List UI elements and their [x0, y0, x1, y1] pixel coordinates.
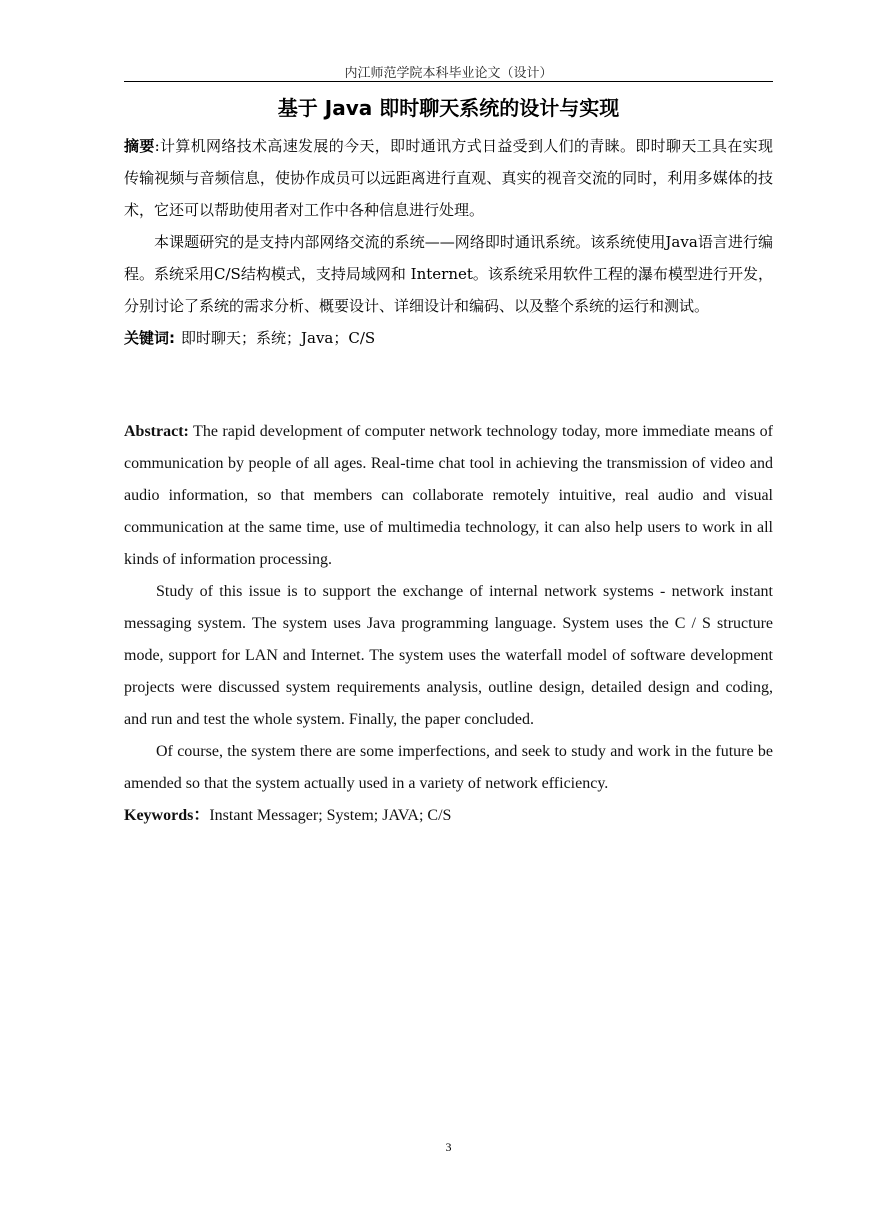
chinese-keywords — [124, 322, 773, 354]
header-rule — [124, 81, 773, 82]
paper-title: 基于 Java 即时聊天系统的设计与实现 — [277, 96, 620, 120]
page-number: 3 — [445, 1140, 452, 1154]
chinese-abstract-label: 摘要 — [124, 137, 155, 155]
chinese-abstract-paragraph-2: 本课题研究的是支持内部网络交流的系统——网络即时通讯系统。该系统使用Java语言进行编程。系统采用C/S结构模式，支持局域网和 Internet。该系统采用软件工程的瀑布模型进行开发，分别讨论了系统的需求分析、概要设计、详细设计和编码、以及整个系统的运行和测试。 — [124, 233, 773, 315]
english-abstract-paragraph-2: Study of this issue is to support the exchange of internal network systems - network instant messaging system. The system uses Java programming language. System uses the C / S structure mode, support for LAN and Internet. The system uses the waterfall model of software development projects were discussed system requirements analysis, outline design, detailed design and coding, and run and test the whole system. Finally, the paper concluded. — [124, 583, 773, 728]
chinese-keywords-text: 即时聊天；系统；Java；C/S — [181, 329, 376, 347]
english-abstract-label: Abstract: — [124, 423, 189, 440]
chinese-keywords-label: 关键词: — [124, 329, 175, 347]
chinese-abstract-paragraph-1 — [124, 130, 773, 226]
english-abstract-paragraph-3: Of course, the system there are some imperfections, and seek to study and work in the future be amended so that the system actually used in a variety of network efficiency. — [124, 743, 773, 792]
running-header: 内江师范学院本科毕业论文（设计） — [344, 66, 553, 81]
english-abstract-text-1: The rapid development of computer network technology today, more immediate means of communication by people of all ages. Real-time chat tool in achieving the transmission of video and audio information, so that members can collaborate remotely intuitive, real audio and visual communication at the same time, use of multimedia technology, it can also help users to work in all kinds of information processing. — [124, 423, 773, 568]
english-abstract — [124, 416, 773, 832]
english-abstract-paragraph-1 — [124, 416, 773, 576]
english-keywords-label: Keywords： — [124, 807, 210, 824]
chinese-abstract-text-1: :计算机网络技术高速发展的今天，即时通讯方式日益受到人们的青睐。即时聊天工具在实现传输视频与音频信息，使协作成员可以远距离进行直观、真实的视音交流的同时，利用多媒体的技术，它还可以帮助使用者对工作中各种信息进行处理。 — [124, 137, 773, 219]
english-keywords-text: Instant Messager; System; JAVA; C/S — [209, 807, 452, 824]
english-keywords — [124, 800, 773, 832]
chinese-abstract — [124, 130, 773, 354]
